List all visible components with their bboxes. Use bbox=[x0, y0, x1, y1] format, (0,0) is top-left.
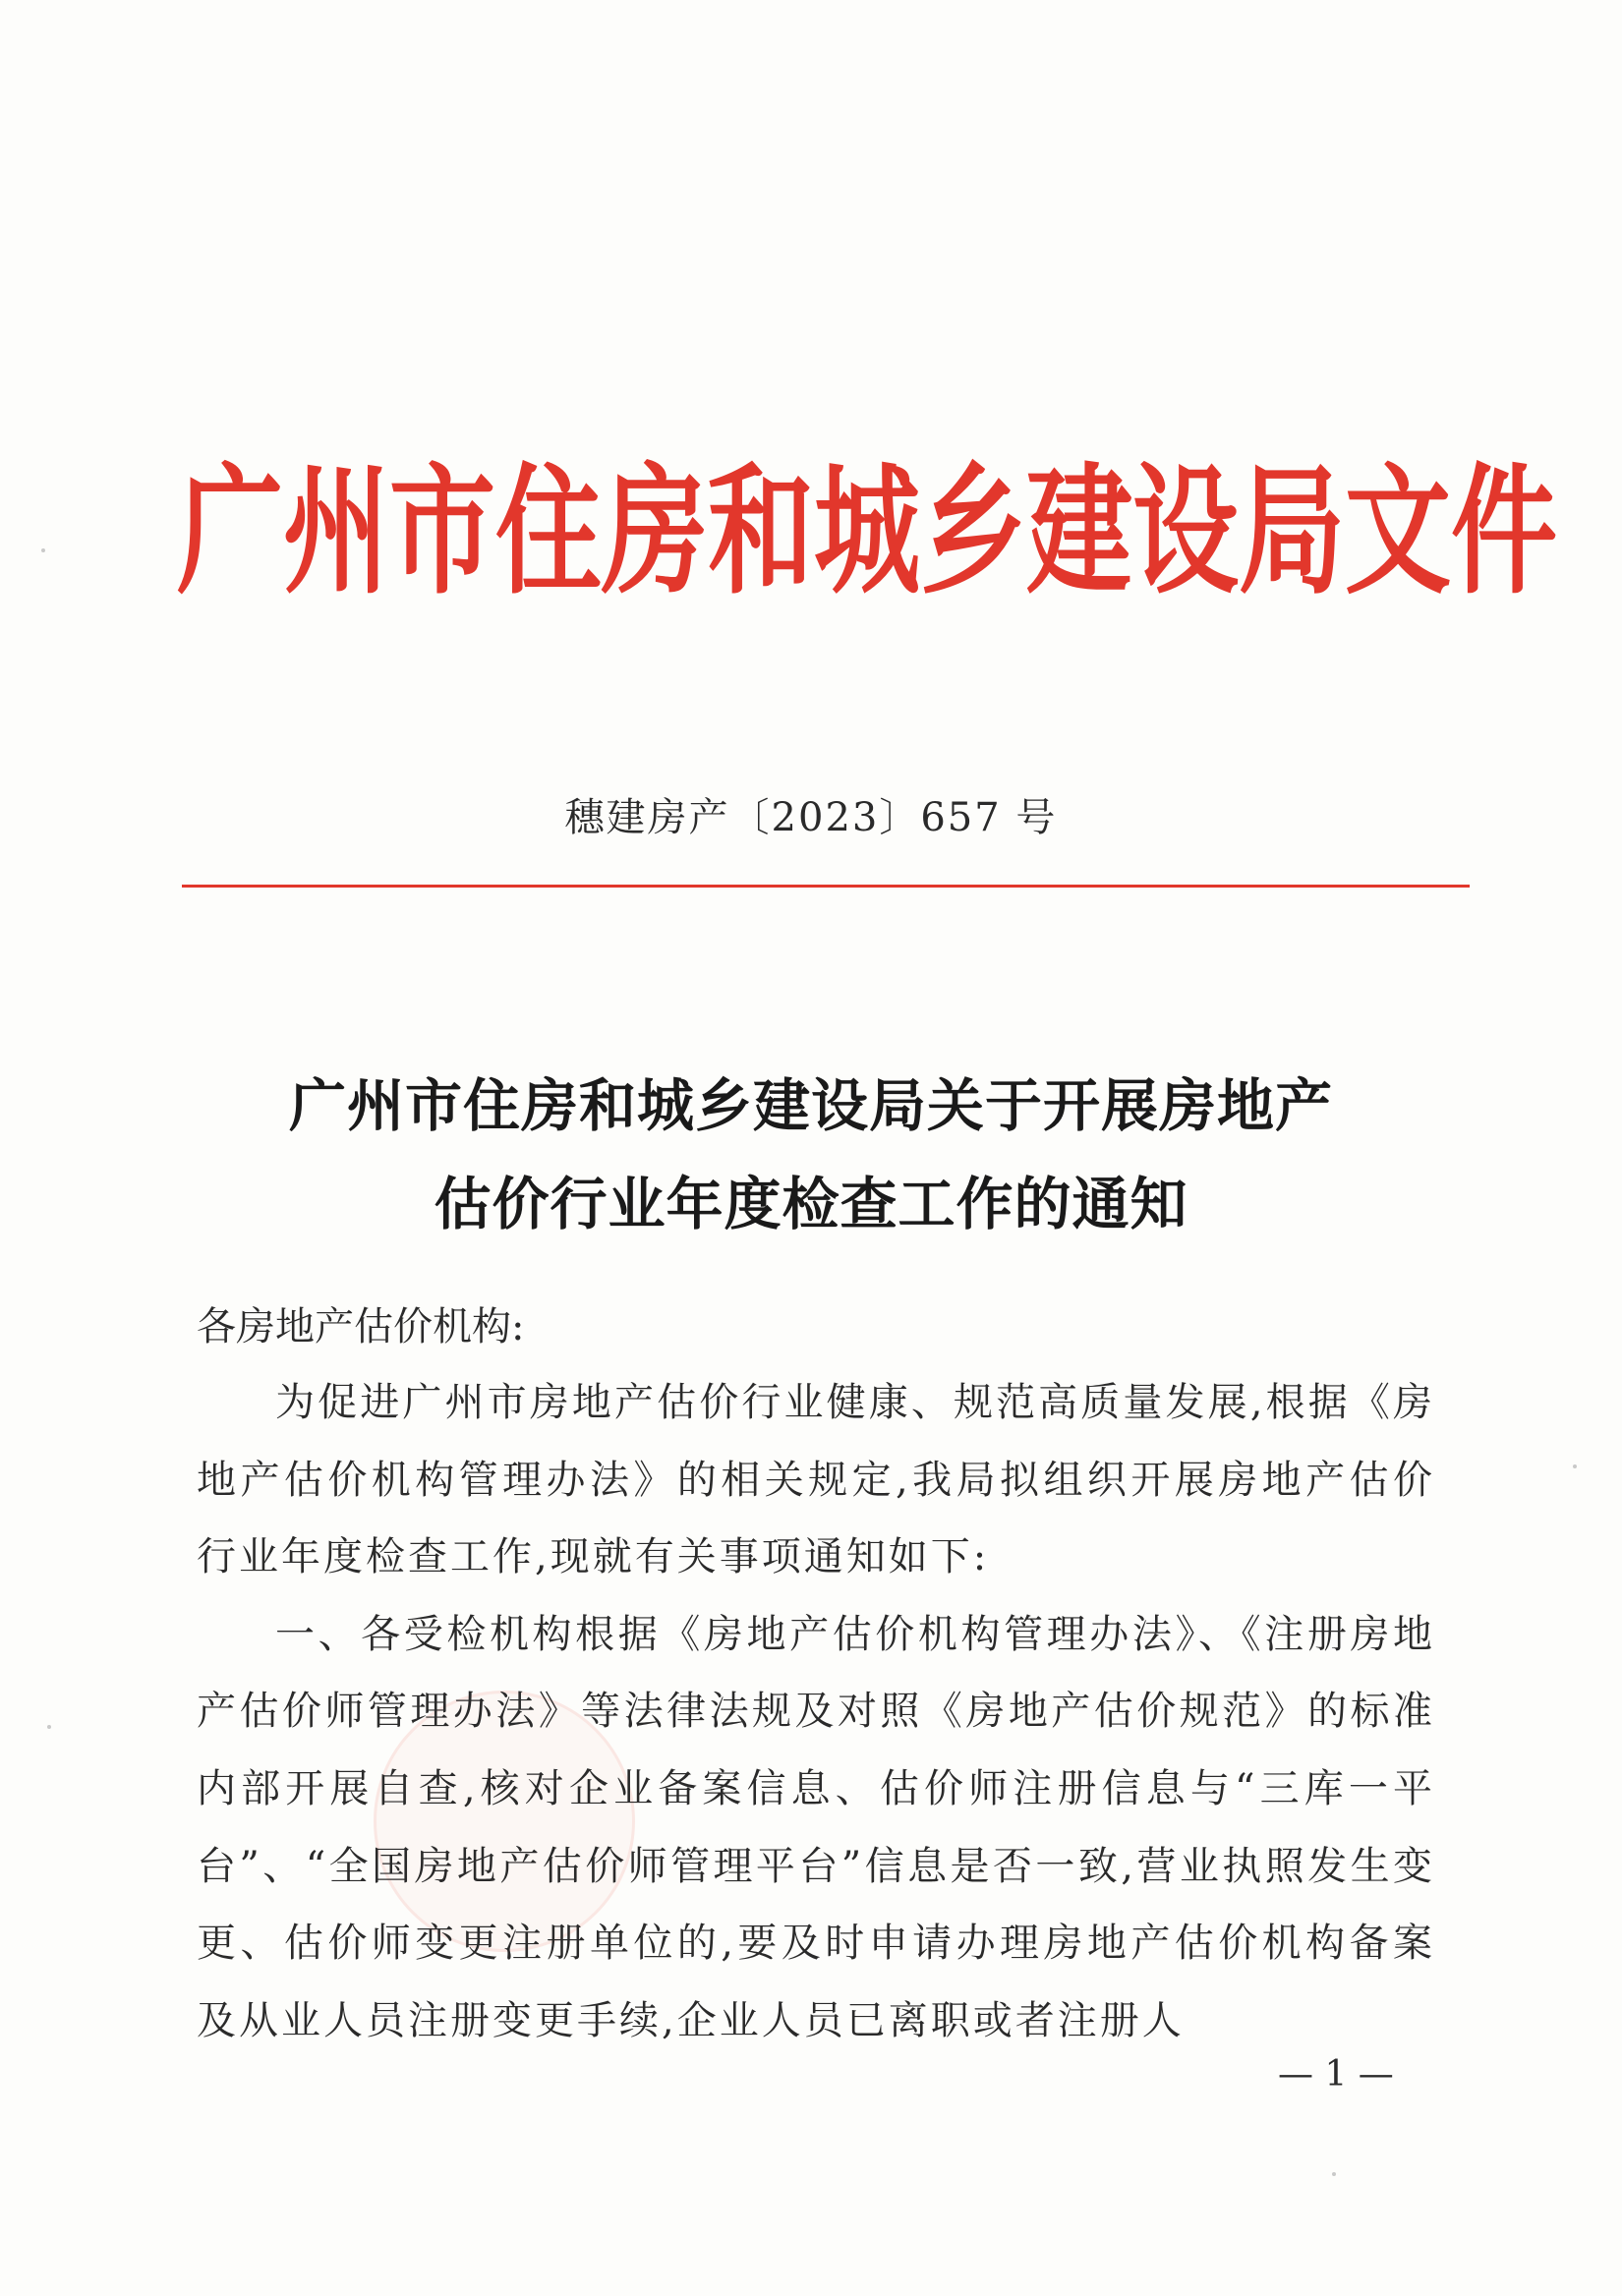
notice-title-line-2: 估价行业年度检查工作的通知 bbox=[434, 1171, 1188, 1237]
body-text bbox=[197, 1364, 1435, 2059]
scan-speck bbox=[47, 1725, 51, 1729]
document-masthead: 广州市住房和城乡建设局文件 bbox=[177, 450, 1558, 614]
notice-title-line-1: 广州市住房和城乡建设局关于开展房地产 bbox=[288, 1072, 1333, 1139]
scan-speck bbox=[1332, 2172, 1336, 2176]
page-number: — 1 — bbox=[1278, 2054, 1394, 2095]
scan-speck bbox=[41, 548, 45, 552]
notice-title bbox=[167, 1057, 1455, 1253]
body-paragraph-intro: 为促进广州市房地产估价行业健康、规范高质量发展,根据《房地产估价机构管理办法》的相关规定,我局拟组织开展房地产估价行业年度检查工作,现就有关事项通知如下: bbox=[197, 1380, 1435, 1580]
body-paragraph-item-1: 一、各受检机构根据《房地产估价机构管理办法》、《注册房地产估价师管理办法》等法律法规及对照《房地产估价规范》的标准内部开展自查,核对企业备案信息、估价师注册信息与“三库一平台”、“全国房地产估价师管理平台”信息是否一致,营业执照发生变更、估价师变更注册单位的,要及时申请办理房地产估价机构备案及从业人员注册变更手续,企业人员已离职或者注册人 bbox=[197, 1611, 1435, 2043]
scan-speck bbox=[1573, 1464, 1577, 1468]
red-separator-line bbox=[182, 885, 1470, 888]
document-number: 穗建房产〔2023〕657 号 bbox=[564, 795, 1058, 840]
salutation: 各房地产估价机构: bbox=[197, 1304, 525, 1349]
